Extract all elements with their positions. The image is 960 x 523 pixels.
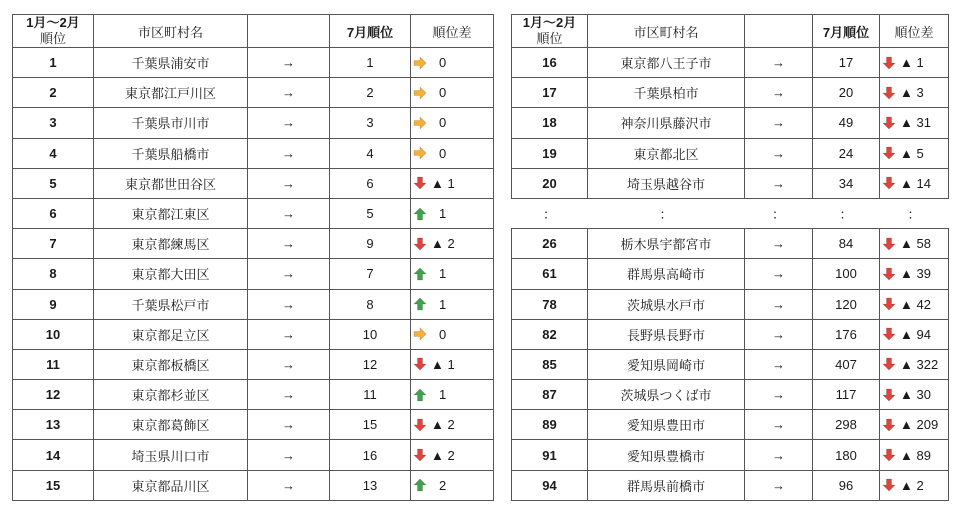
rank-cell: 19 bbox=[512, 138, 588, 168]
table-row bbox=[512, 410, 949, 440]
table-row bbox=[13, 470, 494, 500]
arrow-cell: → bbox=[248, 440, 330, 470]
rank-diff-cell bbox=[411, 48, 494, 78]
rank-cell: 11 bbox=[13, 349, 94, 379]
rank-cell: 7 bbox=[13, 229, 94, 259]
rank-cell: 12 bbox=[13, 380, 94, 410]
july-rank-cell: 8 bbox=[330, 289, 411, 319]
rank-diff-value: ▲ 1 bbox=[900, 55, 924, 71]
table-row bbox=[512, 48, 949, 78]
rank-diff-value: 0 bbox=[439, 115, 447, 131]
ellipsis-cell: ： bbox=[659, 207, 673, 223]
rank-cell: 85 bbox=[512, 349, 588, 379]
rank-diff-value: 0 bbox=[439, 145, 447, 161]
rank-diff-value: ▲ 31 bbox=[900, 115, 931, 131]
july-rank-cell: 2 bbox=[330, 78, 411, 108]
down-arrow-icon bbox=[882, 267, 896, 281]
arrow-cell: → bbox=[248, 229, 330, 259]
header-rank-diff: 順位差 bbox=[411, 15, 494, 48]
july-rank-cell: 12 bbox=[330, 349, 411, 379]
arrow-cell: → bbox=[248, 198, 330, 228]
ranking-table-right bbox=[511, 14, 949, 501]
rank-diff-value: 0 bbox=[439, 85, 447, 101]
municipality-cell: 栃木県宇都宮市 bbox=[588, 229, 745, 259]
table-row bbox=[13, 108, 494, 138]
municipality-cell: 東京都葛飾区 bbox=[94, 410, 248, 440]
down-arrow-icon bbox=[882, 297, 896, 311]
rank-diff-cell bbox=[880, 229, 949, 259]
table-row bbox=[512, 440, 949, 470]
table-row bbox=[13, 289, 494, 319]
rank-cell: 87 bbox=[512, 380, 588, 410]
rank-diff-value: ▲ 42 bbox=[900, 296, 931, 312]
down-arrow-icon bbox=[882, 56, 896, 70]
ranking-table-left bbox=[12, 14, 494, 501]
down-arrow-icon bbox=[882, 448, 896, 462]
july-rank-cell: 6 bbox=[330, 168, 411, 198]
municipality-cell: 千葉県松戸市 bbox=[94, 289, 248, 319]
table-row bbox=[512, 319, 949, 349]
table-row bbox=[512, 289, 949, 319]
header-row bbox=[512, 15, 949, 48]
rank-diff-cell bbox=[880, 108, 949, 138]
municipality-cell: 群馬県前橋市 bbox=[588, 470, 745, 500]
municipality-cell: 東京都板橋区 bbox=[94, 349, 248, 379]
table-row bbox=[13, 380, 494, 410]
rank-diff-value: ▲ 1 bbox=[431, 175, 455, 191]
rank-diff-value: 1 bbox=[439, 296, 447, 312]
rank-diff-cell bbox=[880, 470, 949, 500]
up-arrow-icon bbox=[413, 267, 427, 281]
july-rank-cell: 96 bbox=[813, 470, 880, 500]
municipality-cell: 東京都品川区 bbox=[94, 470, 248, 500]
rank-cell: 18 bbox=[512, 108, 588, 138]
rank-cell: 61 bbox=[512, 259, 588, 289]
table-row bbox=[13, 168, 494, 198]
july-rank-cell: 10 bbox=[330, 319, 411, 349]
rank-cell: 82 bbox=[512, 319, 588, 349]
down-arrow-icon bbox=[882, 327, 896, 341]
municipality-cell: 東京都北区 bbox=[588, 138, 745, 168]
july-rank-cell: 100 bbox=[813, 259, 880, 289]
rank-diff-value: ▲ 30 bbox=[900, 387, 931, 403]
rank-diff-cell bbox=[880, 289, 949, 319]
arrow-cell: → bbox=[248, 380, 330, 410]
arrow-cell: → bbox=[745, 138, 813, 168]
municipality-cell: 埼玉県越谷市 bbox=[588, 168, 745, 198]
july-rank-cell: 49 bbox=[813, 108, 880, 138]
july-rank-cell: 3 bbox=[330, 108, 411, 138]
right-arrow-icon bbox=[413, 56, 427, 70]
ellipsis-cell: ： bbox=[907, 207, 921, 223]
rank-diff-value: ▲ 89 bbox=[900, 447, 931, 463]
up-arrow-icon bbox=[413, 478, 427, 492]
table-row bbox=[13, 349, 494, 379]
arrow-cell: → bbox=[248, 470, 330, 500]
july-rank-cell: 84 bbox=[813, 229, 880, 259]
rank-diff-cell bbox=[411, 470, 494, 500]
municipality-cell: 東京都大田区 bbox=[94, 259, 248, 289]
rank-cell: 15 bbox=[13, 470, 94, 500]
arrow-cell: → bbox=[248, 410, 330, 440]
july-rank-cell: 17 bbox=[813, 48, 880, 78]
july-rank-cell: 298 bbox=[813, 410, 880, 440]
rank-cell: 14 bbox=[13, 440, 94, 470]
rank-diff-value: ▲ 2 bbox=[431, 236, 455, 252]
rank-cell: 9 bbox=[13, 289, 94, 319]
municipality-cell: 愛知県岡崎市 bbox=[588, 349, 745, 379]
july-rank-cell: 13 bbox=[330, 470, 411, 500]
arrow-cell: → bbox=[745, 168, 813, 198]
municipality-cell: 千葉県市川市 bbox=[94, 108, 248, 138]
down-arrow-icon bbox=[882, 388, 896, 402]
rank-diff-cell bbox=[411, 138, 494, 168]
july-rank-cell: 407 bbox=[813, 349, 880, 379]
july-rank-cell: 4 bbox=[330, 138, 411, 168]
rank-diff-cell bbox=[411, 319, 494, 349]
rank-cell: 91 bbox=[512, 440, 588, 470]
municipality-cell: 群馬県高崎市 bbox=[588, 259, 745, 289]
rank-diff-cell bbox=[880, 78, 949, 108]
rank-diff-cell bbox=[880, 319, 949, 349]
municipality-cell: 東京都八王子市 bbox=[588, 48, 745, 78]
municipality-cell: 埼玉県川口市 bbox=[94, 440, 248, 470]
table-row bbox=[13, 138, 494, 168]
arrow-cell: → bbox=[248, 138, 330, 168]
municipality-cell: 東京都練馬区 bbox=[94, 229, 248, 259]
rank-diff-value: ▲ 14 bbox=[900, 175, 931, 191]
municipality-cell: 茨城県水戸市 bbox=[588, 289, 745, 319]
header-july-rank: 7月順位 bbox=[330, 15, 411, 48]
municipality-cell: 東京都足立区 bbox=[94, 319, 248, 349]
july-rank-cell: 7 bbox=[330, 259, 411, 289]
down-arrow-icon bbox=[882, 357, 896, 371]
arrow-cell: → bbox=[745, 48, 813, 78]
rank-cell: 8 bbox=[13, 259, 94, 289]
rank-diff-cell bbox=[880, 410, 949, 440]
arrow-cell: → bbox=[248, 349, 330, 379]
municipality-cell: 東京都世田谷区 bbox=[94, 168, 248, 198]
rank-diff-value: ▲ 322 bbox=[900, 356, 939, 372]
arrow-cell: → bbox=[745, 349, 813, 379]
july-rank-cell: 120 bbox=[813, 289, 880, 319]
rank-diff-value: ▲ 2 bbox=[900, 477, 924, 493]
down-arrow-icon bbox=[882, 86, 896, 100]
table-row bbox=[512, 138, 949, 168]
header-arrow-column bbox=[248, 15, 330, 48]
municipality-cell: 長野県長野市 bbox=[588, 319, 745, 349]
rank-cell: 17 bbox=[512, 78, 588, 108]
table-row bbox=[13, 198, 494, 228]
july-rank-cell: 34 bbox=[813, 168, 880, 198]
rank-diff-value: ▲ 5 bbox=[900, 145, 924, 161]
rank-diff-cell bbox=[411, 198, 494, 228]
up-arrow-icon bbox=[413, 388, 427, 402]
rank-diff-cell bbox=[411, 168, 494, 198]
rank-diff-cell bbox=[411, 349, 494, 379]
municipality-cell: 神奈川県藤沢市 bbox=[588, 108, 745, 138]
arrow-cell: → bbox=[745, 410, 813, 440]
table-row bbox=[13, 78, 494, 108]
rank-cell: 78 bbox=[512, 289, 588, 319]
rank-diff-value: ▲ 2 bbox=[431, 447, 455, 463]
down-arrow-icon bbox=[413, 176, 427, 190]
arrow-cell: → bbox=[745, 440, 813, 470]
arrow-cell: → bbox=[248, 168, 330, 198]
july-rank-cell: 16 bbox=[330, 440, 411, 470]
table-row bbox=[512, 78, 949, 108]
header-rank-jan-feb: 1月～2月 順位 bbox=[13, 15, 94, 48]
header-arrow-column bbox=[745, 15, 813, 48]
rank-cell: 10 bbox=[13, 319, 94, 349]
down-arrow-icon bbox=[882, 176, 896, 190]
rank-diff-value: ▲ 1 bbox=[431, 356, 455, 372]
rank-cell: 20 bbox=[512, 168, 588, 198]
rank-diff-cell bbox=[411, 289, 494, 319]
rank-diff-cell bbox=[411, 78, 494, 108]
rank-diff-cell bbox=[880, 138, 949, 168]
table-row bbox=[512, 380, 949, 410]
rank-cell: 6 bbox=[13, 198, 94, 228]
municipality-cell: 愛知県豊田市 bbox=[588, 410, 745, 440]
municipality-cell: 千葉県柏市 bbox=[588, 78, 745, 108]
table-row bbox=[512, 229, 949, 259]
table-row bbox=[13, 410, 494, 440]
rank-diff-value: ▲ 209 bbox=[900, 417, 939, 433]
down-arrow-icon bbox=[413, 357, 427, 371]
july-rank-cell: 180 bbox=[813, 440, 880, 470]
rank-cell: 5 bbox=[13, 168, 94, 198]
arrow-cell: → bbox=[248, 48, 330, 78]
arrow-cell: → bbox=[248, 319, 330, 349]
municipality-cell: 愛知県豊橋市 bbox=[588, 440, 745, 470]
july-rank-cell: 5 bbox=[330, 198, 411, 228]
rank-diff-cell bbox=[880, 259, 949, 289]
municipality-cell: 茨城県つくば市 bbox=[588, 380, 745, 410]
rank-diff-value: ▲ 2 bbox=[431, 417, 455, 433]
ellipsis-cell: ： bbox=[542, 207, 556, 223]
rank-diff-value: ▲ 3 bbox=[900, 85, 924, 101]
rank-diff-value: 2 bbox=[439, 477, 447, 493]
ellipsis-row bbox=[512, 198, 949, 228]
header-july-rank: 7月順位 bbox=[813, 15, 880, 48]
arrow-cell: → bbox=[745, 78, 813, 108]
down-arrow-icon bbox=[882, 116, 896, 130]
table-row bbox=[13, 440, 494, 470]
rank-diff-cell bbox=[880, 349, 949, 379]
rank-cell: 2 bbox=[13, 78, 94, 108]
july-rank-cell: 176 bbox=[813, 319, 880, 349]
table-row bbox=[512, 108, 949, 138]
rank-diff-value: 1 bbox=[439, 206, 447, 222]
ellipsis-cell: ： bbox=[839, 207, 853, 223]
rank-diff-cell bbox=[411, 410, 494, 440]
rank-diff-value: ▲ 58 bbox=[900, 236, 931, 252]
rank-cell: 16 bbox=[512, 48, 588, 78]
down-arrow-icon bbox=[413, 418, 427, 432]
rank-diff-cell bbox=[411, 380, 494, 410]
table-row bbox=[13, 229, 494, 259]
down-arrow-icon bbox=[882, 478, 896, 492]
table-row bbox=[13, 319, 494, 349]
arrow-cell: → bbox=[248, 259, 330, 289]
table-row bbox=[512, 259, 949, 289]
rank-diff-cell bbox=[880, 380, 949, 410]
rank-diff-cell bbox=[880, 440, 949, 470]
rank-diff-cell bbox=[411, 440, 494, 470]
right-arrow-icon bbox=[413, 116, 427, 130]
rank-cell: 13 bbox=[13, 410, 94, 440]
rank-diff-cell bbox=[880, 168, 949, 198]
rank-diff-cell bbox=[411, 229, 494, 259]
up-arrow-icon bbox=[413, 297, 427, 311]
right-arrow-icon bbox=[413, 327, 427, 341]
rank-cell: 3 bbox=[13, 108, 94, 138]
arrow-cell: → bbox=[248, 289, 330, 319]
table-row bbox=[13, 48, 494, 78]
arrow-cell: → bbox=[745, 319, 813, 349]
arrow-cell: → bbox=[745, 380, 813, 410]
down-arrow-icon bbox=[882, 146, 896, 160]
july-rank-cell: 9 bbox=[330, 229, 411, 259]
table-row bbox=[512, 470, 949, 500]
arrow-cell: → bbox=[745, 289, 813, 319]
july-rank-cell: 20 bbox=[813, 78, 880, 108]
rank-diff-value: ▲ 39 bbox=[900, 266, 931, 282]
arrow-cell: → bbox=[248, 78, 330, 108]
municipality-cell: 千葉県浦安市 bbox=[94, 48, 248, 78]
table-row bbox=[13, 259, 494, 289]
july-rank-cell: 24 bbox=[813, 138, 880, 168]
rank-cell: 26 bbox=[512, 229, 588, 259]
rank-diff-value: 0 bbox=[439, 55, 447, 71]
july-rank-cell: 117 bbox=[813, 380, 880, 410]
rank-diff-cell bbox=[880, 48, 949, 78]
rank-cell: 89 bbox=[512, 410, 588, 440]
july-rank-cell: 11 bbox=[330, 380, 411, 410]
arrow-cell: → bbox=[745, 229, 813, 259]
municipality-cell: 東京都江戸川区 bbox=[94, 78, 248, 108]
table-row bbox=[512, 349, 949, 379]
rank-cell: 1 bbox=[13, 48, 94, 78]
municipality-cell: 千葉県船橋市 bbox=[94, 138, 248, 168]
header-row bbox=[13, 15, 494, 48]
arrow-cell: → bbox=[745, 470, 813, 500]
municipality-cell: 東京都江東区 bbox=[94, 198, 248, 228]
rank-diff-cell bbox=[411, 108, 494, 138]
july-rank-cell: 1 bbox=[330, 48, 411, 78]
rank-diff-value: 0 bbox=[439, 326, 447, 342]
header-rank-diff: 順位差 bbox=[880, 15, 949, 48]
down-arrow-icon bbox=[882, 237, 896, 251]
rank-cell: 94 bbox=[512, 470, 588, 500]
rank-cell: 4 bbox=[13, 138, 94, 168]
header-rank-jan-feb: 1月～2月 順位 bbox=[512, 15, 588, 48]
ellipsis-cell: ： bbox=[771, 207, 785, 223]
arrow-cell: → bbox=[745, 259, 813, 289]
rank-diff-cell bbox=[411, 259, 494, 289]
july-rank-cell: 15 bbox=[330, 410, 411, 440]
arrow-cell: → bbox=[248, 108, 330, 138]
down-arrow-icon bbox=[413, 448, 427, 462]
down-arrow-icon bbox=[413, 237, 427, 251]
right-arrow-icon bbox=[413, 86, 427, 100]
table-row bbox=[512, 168, 949, 198]
rank-diff-value: ▲ 94 bbox=[900, 326, 931, 342]
right-arrow-icon bbox=[413, 146, 427, 160]
rank-diff-value: 1 bbox=[439, 266, 447, 282]
down-arrow-icon bbox=[882, 418, 896, 432]
arrow-cell: → bbox=[745, 108, 813, 138]
header-municipality: 市区町村名 bbox=[94, 15, 248, 48]
rank-diff-value: 1 bbox=[439, 387, 447, 403]
header-municipality: 市区町村名 bbox=[588, 15, 745, 48]
up-arrow-icon bbox=[413, 207, 427, 221]
municipality-cell: 東京都杉並区 bbox=[94, 380, 248, 410]
